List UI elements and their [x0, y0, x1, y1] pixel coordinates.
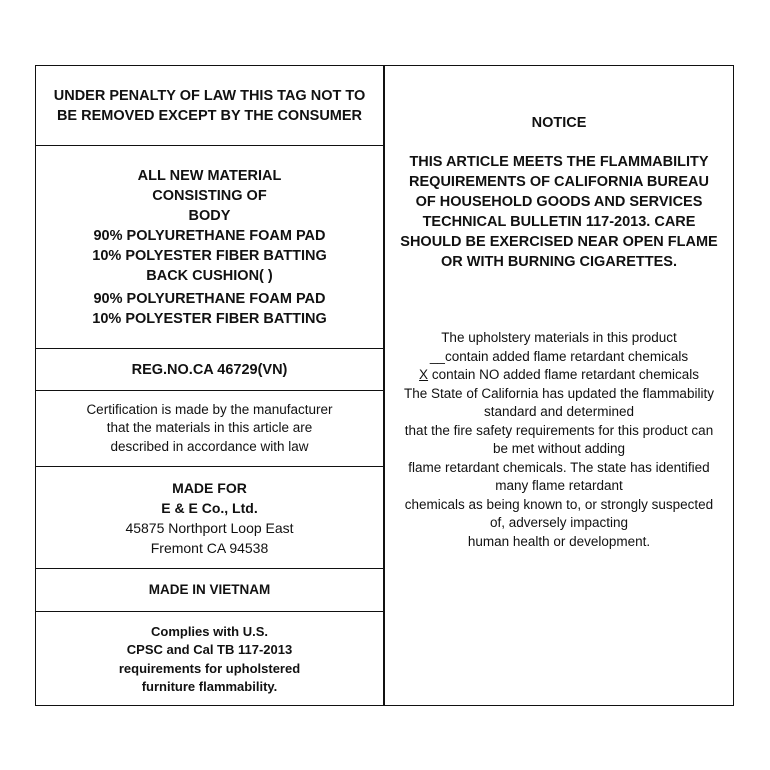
material-line: 10% POLYESTER FIBER BATTING [92, 247, 327, 264]
certification-line: described in accordance with law [110, 438, 309, 454]
left-column [36, 66, 385, 705]
notice-line: TECHNICAL BULLETIN 117-2013. CARE [422, 214, 696, 230]
country-of-origin: MADE IN VIETNAM [148, 582, 271, 597]
option-no-added-chemicals [385, 366, 733, 385]
material-line: CONSISTING OF [152, 187, 267, 204]
made-for-heading: MADE FOR [172, 479, 247, 496]
notice-body [385, 152, 733, 272]
address-line: 45875 Northport Loop East [125, 519, 294, 536]
notice-line: THIS ARTICLE MEETS THE FLAMMABILITY [409, 154, 709, 170]
certification-line: Certification is made by the manufacturer [86, 401, 333, 417]
statement-line: standard and determined [483, 404, 635, 419]
material-line: ALL NEW MATERIAL [137, 167, 282, 184]
statement-line: flame retardant chemicals. The state has identified [408, 459, 710, 475]
made-for-section [36, 467, 383, 569]
law-tag [35, 65, 734, 706]
compliance-line: requirements for upholstered [118, 660, 301, 676]
option-added-chemicals [385, 348, 733, 367]
option-added-text: contain added flame retardant chemicals [444, 348, 689, 364]
material-line: BACK CUSHION( ) [146, 267, 273, 284]
disclosure-intro: The upholstery materials in this product [441, 330, 677, 345]
statement-line: that the fire safety requirements for this product can [404, 422, 714, 438]
warning-line: BE REMOVED EXCEPT BY THE CONSUMER [56, 107, 363, 124]
notice-line: OF HOUSEHOLD GOODS AND SERVICES [415, 194, 703, 210]
flame-retardant-disclosure [385, 329, 733, 551]
material-line: 10% POLYESTER FIBER BATTING [92, 310, 327, 327]
notice-line: SHOULD BE EXERCISED NEAR OPEN FLAME [400, 234, 718, 250]
statement-line: many flame retardant [495, 478, 623, 493]
statement-line: The State of California has updated the flammability [404, 385, 714, 401]
compliance-line: CPSC and Cal TB 117-2013 [126, 642, 293, 657]
compliance-line: furniture flammability. [141, 679, 278, 694]
notice-line: OR WITH BURNING CIGARETTES. [440, 254, 678, 270]
origin-section [36, 569, 383, 612]
statement-line: of, adversely impacting [489, 515, 629, 530]
notice-block [385, 113, 733, 133]
company-name: E & E Co., Ltd. [161, 499, 258, 516]
registration-section [36, 349, 383, 391]
option-none-text: contain NO added flame retardant chemicals [428, 367, 699, 382]
statement-line: chemicals as being known to, or strongly suspected [404, 496, 714, 512]
statement-line: human health or development. [467, 533, 651, 549]
option-none-mark: X [419, 367, 429, 382]
certification-section [36, 391, 383, 467]
right-column [385, 66, 733, 705]
notice-line: REQUIREMENTS OF CALIFORNIA BUREAU [409, 174, 709, 190]
material-line: 90% POLYURETHANE FOAM PAD [93, 290, 326, 307]
material-line: 90% POLYURETHANE FOAM PAD [93, 227, 326, 244]
certification-line: that the materials in this article are [106, 420, 313, 436]
material-section [36, 146, 383, 349]
warning-line: UNDER PENALTY OF LAW THIS TAG NOT TO [53, 87, 366, 104]
compliance-section [36, 612, 383, 707]
notice-title: NOTICE [531, 115, 587, 131]
address-line: Fremont CA 94538 [150, 539, 269, 556]
option-added-mark: __ [429, 348, 445, 364]
compliance-line: Complies with U.S. [150, 623, 268, 639]
warning-section [36, 66, 383, 146]
statement-line: be met without adding [492, 441, 626, 456]
material-line: BODY [188, 207, 231, 224]
registration-number: REG.NO.CA 46729(VN) [131, 361, 288, 378]
